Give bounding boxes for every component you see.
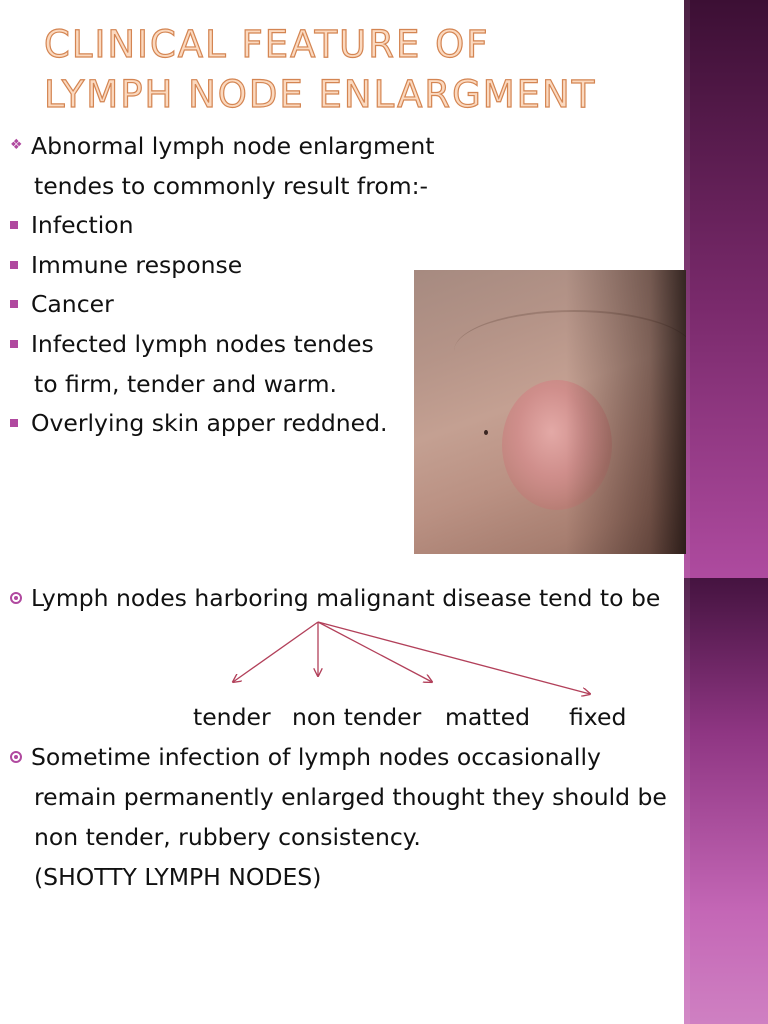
feature-fixed: fixed	[569, 703, 627, 731]
feature-non-tender: non tender	[292, 703, 422, 731]
infection-line-2: remain permanently enlarged thought they should be	[34, 783, 667, 811]
list-item-infected-nodes-continuation: to firm, tender and warm.	[34, 370, 337, 398]
list-item-overlying-skin: Overlying skin apper reddned.	[31, 409, 388, 437]
list-item-infected-nodes: Infected lymph nodes tendes	[31, 330, 374, 358]
infection-line-3: non tender, rubbery consistency.	[34, 823, 421, 851]
arrow-to-fixed	[318, 622, 590, 694]
intro-line-1: Abnormal lymph node enlargment	[31, 132, 435, 160]
infection-line-1: Sometime infection of lymph nodes occasionally	[31, 743, 601, 771]
arrow-to-tender	[233, 622, 318, 682]
feature-tender: tender	[193, 703, 271, 731]
list-item-cancer: Cancer	[31, 290, 114, 318]
malignant-line: Lymph nodes harboring malignant disease tend to be	[31, 584, 661, 612]
circle-dot-icon	[10, 751, 22, 763]
slide-title-line-1: CLINICAL FEATURE OF	[44, 23, 490, 66]
list-item-immune-response: Immune response	[31, 251, 243, 279]
diamond-cluster-icon: ❖	[10, 137, 23, 153]
intro-line-2: tendes to commonly result from:-	[34, 172, 429, 200]
list-item-infection: Infection	[31, 211, 134, 239]
feature-matted: matted	[445, 703, 531, 731]
arrow-to-matted	[318, 622, 432, 682]
infection-line-4: (SHOTTY LYMPH NODES)	[34, 863, 322, 891]
slide-title-line-2: LYMPH NODE ENLARGMENT	[44, 73, 597, 116]
